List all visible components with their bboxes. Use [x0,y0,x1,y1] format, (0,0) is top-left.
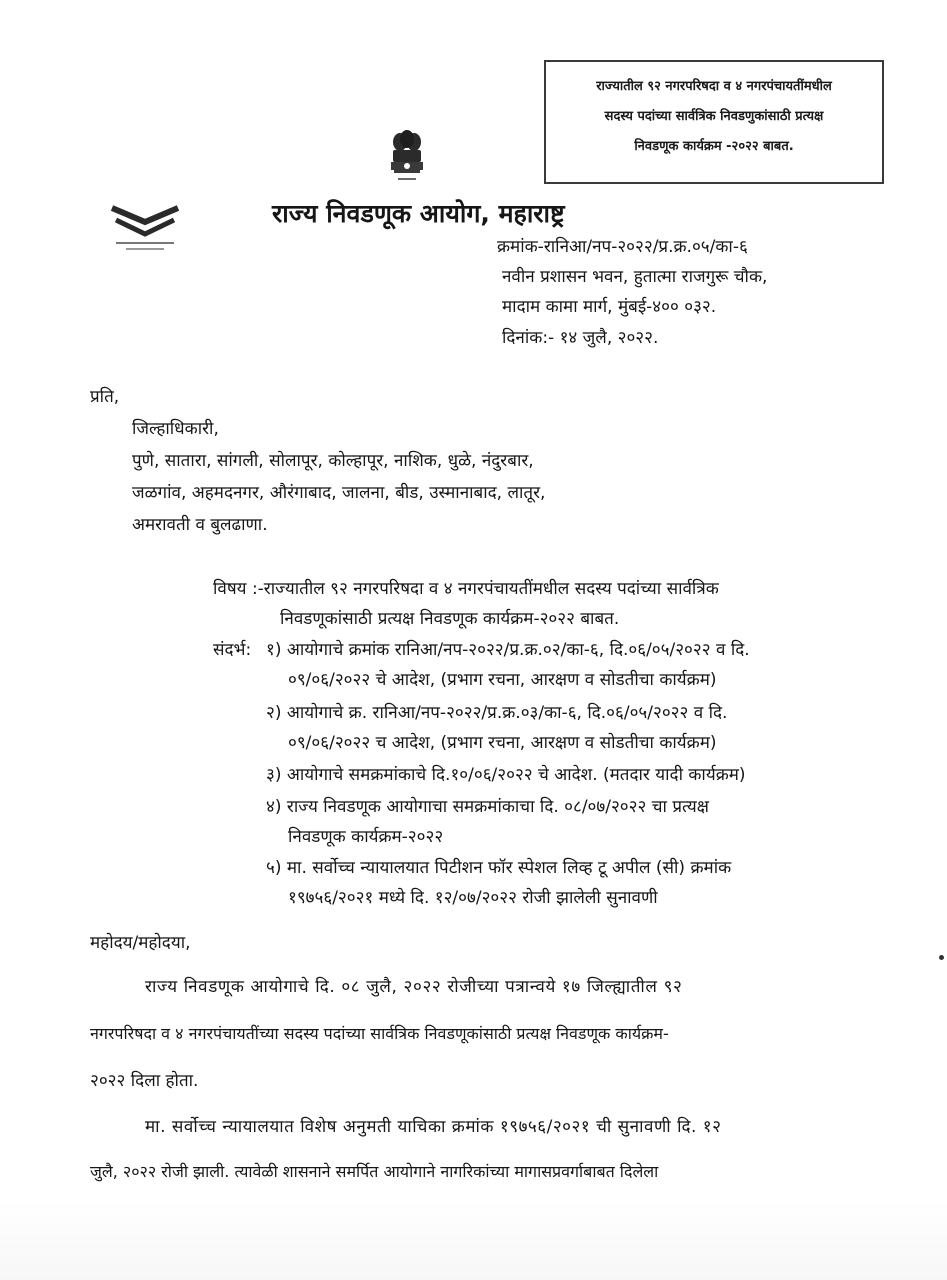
scan-speck [939,955,944,960]
commission-title: राज्य निवडणूक आयोग, महाराष्ट्र [272,199,565,228]
letter-date: दिनांक:- १४ जुलै, २०२२. [502,328,659,348]
paragraph-1-line-3: २०२२ दिला होता. [90,1071,199,1091]
subject-box [544,60,884,184]
subject-box-line-1: राज्यातील ९२ नगरपरिषदा व ४ नगरपंचायतींमधील [596,79,832,94]
reference-4a: ४) राज्य निवडणूक आयोगाचा समक्रमांकाचा दि. ०८/०७/२०२२ चा प्रत्यक्ष [266,797,709,817]
reference-1b: ०९/०६/२०२२ चे आदेश, (प्रभाग रचना, आरक्षण व सोडतीचा कार्यक्रम) [288,670,717,690]
subject-box-line-2: सदस्य पदांच्या सार्वत्रिक निवडणुकांसाठी प्रत्यक्ष [604,109,824,124]
reference-number: क्रमांक-रानिआ/नप-२०२२/प्र.क्र.०५/का-६ [497,237,748,257]
paragraph-1-line-2: नगरपरिषदा व ४ नगरपंचायतींच्या सदस्य पदांच्या सार्वत्रिक निवडणूकांसाठी प्रत्यक्ष निवडणूक कार्यक्रम- [90,1024,669,1043]
paragraph-2-line-1: मा. सर्वोच्च न्यायालयात विशेष अनुमती याचिका क्रमांक १९७५६/२०२१ ची सुनावणी दि. १२ [145,1117,722,1137]
reference-3: ३) आयोगाचे समक्रमांकाचे दि.१०/०६/२०२२ चे आदेश. (मतदार यादी कार्यक्रम) [266,765,746,785]
salutation: महोदय/महोदया, [90,933,191,953]
recipient-prefix: प्रति, [90,387,120,407]
address-line-2: मादाम कामा मार्ग, मुंबई-४०० ०३२. [502,297,717,317]
paragraph-1-line-1: राज्य निवडणूक आयोगाचे दि. ०८ जुलै, २०२२ रोजीच्या पत्रान्वये १७ जिल्ह्यातील ९२ [145,977,683,997]
reference-4b: निवडणूक कार्यक्रम-२०२२ [288,827,444,847]
subject-line-2: निवडणूकांसाठी प्रत्यक्ष निवडणूक कार्यक्रम-२०२२ बाबत. [280,609,620,629]
reference-5b: १९७५६/२०२१ मध्ये दि. १२/०७/२०२२ रोजी झालेली सुनावणी [288,888,658,908]
national-emblem-icon [384,128,430,190]
subject-box-line-3: निवडणूक कार्यक्रम -२०२२ बाबत. [634,139,794,154]
references-label: संदर्भ: [213,640,252,660]
election-commission-logo-icon [106,198,184,254]
address-line-1: नवीन प्रशासन भवन, हुतात्मा राजगुरू चौक, [502,267,768,287]
reference-2b: ०९/०६/२०२२ च आदेश, (प्रभाग रचना, आरक्षण व सोडतीचा कार्यक्रम) [288,733,717,753]
reference-1a: १) आयोगाचे क्रमांक रानिआ/नप-२०२२/प्र.क्र.०२/का-६, दि.०६/०५/२०२२ व दि. [266,640,750,660]
subject-line-1: विषय :-राज्यातील ९२ नगरपरिषदा व ४ नगरपंचायतींमधील सदस्य पदांच्या सार्वत्रिक [213,579,719,599]
reference-2a: २) आयोगाचे क्र. रानिआ/नप-२०२२/प्र.क्र.०३/का-६, दि.०६/०५/२०२२ व दि. [266,703,728,723]
bottom-fade [0,1200,947,1280]
recipient-districts-2: जळगांव, अहमदनगर, औरंगाबाद, जालना, बीड, उस्मानाबाद, लातूर, [132,483,546,503]
paragraph-2-line-2: जुलै, २०२२ रोजी झाली. त्यावेळी शासनाने समर्पित आयोगाने नागरिकांच्या मागासप्रवर्गाबाबत दिलेला [90,1162,659,1181]
reference-5a: ५) मा. सर्वोच्च न्यायालयात पिटीशन फॉर स्पेशल लिव्ह टू अपील (सी) क्रमांक [266,858,732,878]
recipient-districts-3: अमरावती व बुलढाणा. [132,515,268,535]
recipient-designation: जिल्हाधिकारी, [132,419,219,439]
recipient-districts-1: पुणे, सातारा, सांगली, सोलापूर, कोल्हापूर, नाशिक, धुळे, नंदुरबार, [132,451,534,471]
